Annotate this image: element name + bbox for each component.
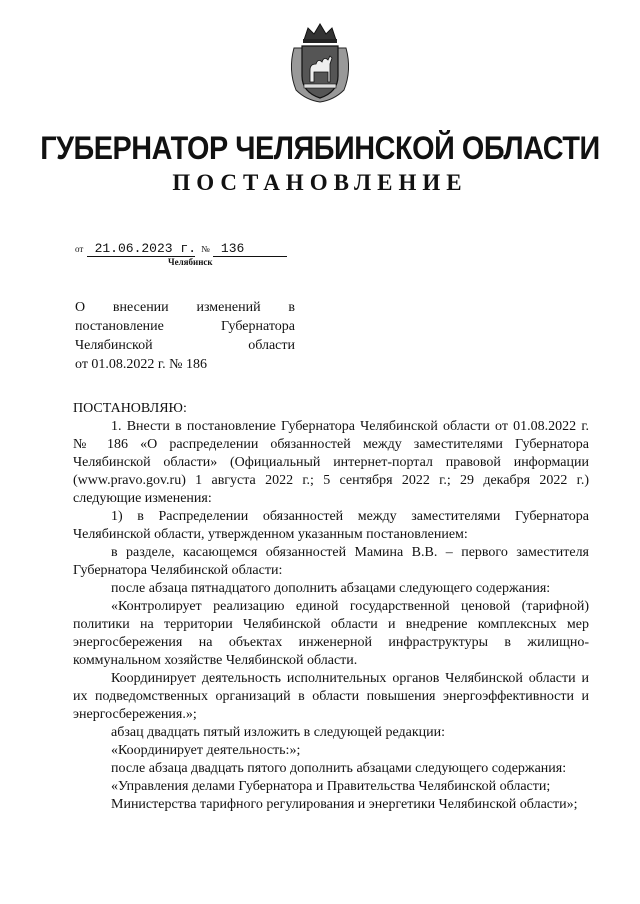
subject-line: О внесении изменений в <box>75 300 295 315</box>
subject-line: постановление Губернатора <box>75 319 295 334</box>
document-date-number-line <box>75 240 287 257</box>
document-number: 136 <box>213 241 287 257</box>
city-name: Челябинск <box>168 257 213 267</box>
governor-title: ГУБЕРНАТОР ЧЕЛЯБИНСКОЙ ОБЛАСТИ <box>40 130 600 166</box>
document-subject <box>75 298 295 374</box>
body-paragraph: после абзаца двадцать пятого дополнить абзацами следующего содержания: <box>111 761 567 776</box>
body-paragraph: «Координирует деятельность:»; <box>111 743 301 758</box>
body-paragraph: 1) в Распределении обязанностей между заместителями Губернатора Челябинской области, утвержденном указанным постановлением: <box>73 509 589 542</box>
subject-line: от 01.08.2022 г. № 186 <box>75 357 207 372</box>
body-paragraph: Координирует деятельность исполнительных органов Челябинской области и их подведомственных организаций в области повышения энергоэффективности и энергосбережения.»; <box>73 671 589 722</box>
chelyabinsk-coat-of-arms-icon <box>286 20 354 104</box>
body-paragraph: 1. Внести в постановление Губернатора Челябинской области от 01.08.2022 г. № 186 «О распределении обязанностей между заместителями Губернатора Челябинской области» (Официальный интернет-портал правовой информации (www.pravo.gov.ru) 1 августа 2022 г.; 5 сентября 2022 г.; 29 декабря 2022 г.) следующие изменения: <box>73 419 589 506</box>
document-date: 21.06.2023 г. <box>87 241 195 257</box>
number-label: № <box>201 244 210 254</box>
from-label: от <box>75 244 84 254</box>
body-paragraph: «Контролирует реализацию единой государственной ценовой (тарифной) политики на территории Челябинской области и внедрение комплексных мер энергосбережения на объектах инженерной инфраструктуры в жилищно-коммунальном хозяйстве Челябинской области. <box>73 599 589 668</box>
body-paragraph: Министерства тарифного регулирования и энергетики Челябинской области»; <box>111 797 578 812</box>
coat-of-arms-emblem <box>286 20 354 104</box>
subject-line: Челябинской области <box>75 338 295 353</box>
resolution-heading: ПОСТАНОВЛЯЮ: <box>73 401 187 416</box>
body-paragraph: в разделе, касающемся обязанностей Мамина В.В. – первого заместителя Губернатора Челябинской области: <box>73 545 589 578</box>
document-body <box>73 400 589 814</box>
body-paragraph: «Управления делами Губернатора и Правительства Челябинской области; <box>111 779 551 794</box>
body-paragraph: абзац двадцать пятый изложить в следующей редакции: <box>111 725 446 740</box>
body-paragraph: после абзаца пятнадцатого дополнить абзацами следующего содержания: <box>111 581 551 596</box>
document-type: ПОСТАНОВЛЕНИЕ <box>172 170 468 195</box>
